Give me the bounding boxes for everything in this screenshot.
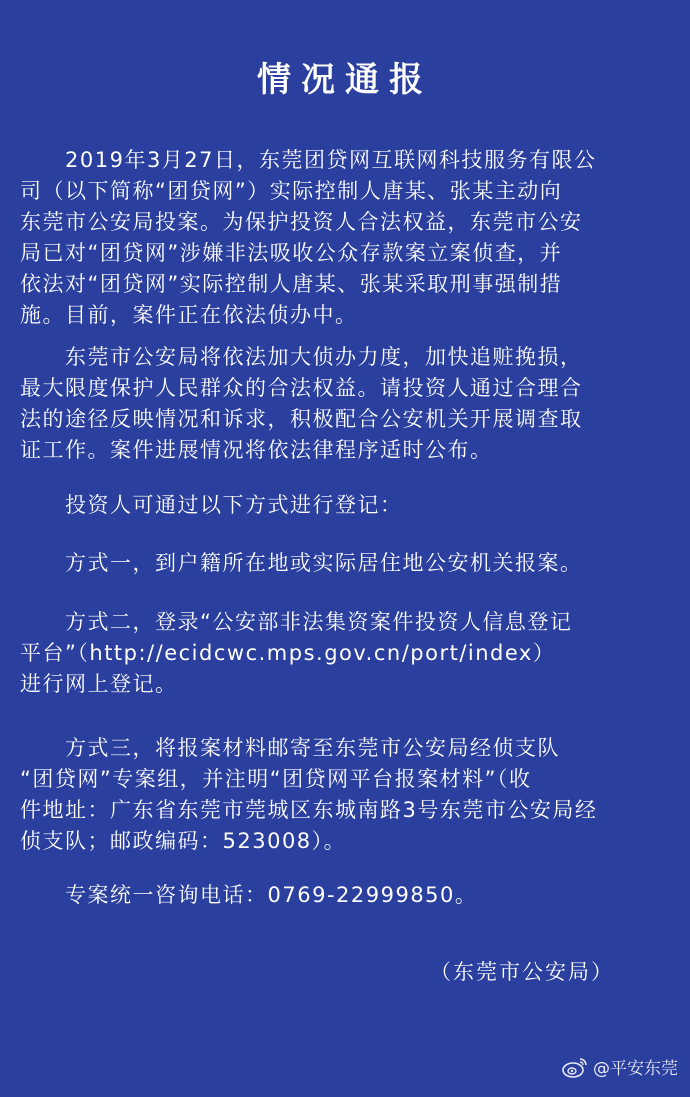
paragraph-method-one: 方式一，到户籍所在地或实际居住地公安机关报案。 — [20, 551, 583, 575]
weibo-icon — [561, 1056, 589, 1078]
paragraph-hotline: 专案统一咨询电话：0769-22999850。 — [20, 883, 478, 907]
paragraph-registration-intro: 投资人可通过以下方式进行登记： — [20, 493, 403, 517]
weibo-watermark — [561, 1054, 678, 1079]
signature: （东莞市公安局） — [430, 960, 614, 984]
paragraph-method-two: 方式二，登录“公安部非法集资案件投资人信息登记 平台”（http://ecidcwc.mps.gov.cn/port/index） 进行网上登记。 — [20, 610, 573, 696]
watermark-text: @平安东莞 — [593, 1059, 678, 1079]
paragraph-investigation: 东莞市公安局将依法加大侦办力度，加快追赃挽损， 最大限度保护人民群众的合法权益。请投资人通过合理合 法的途径反映情况和诉求，积极配合公安机关开展调查取 证工作。案件进展情况将依法律程序适时公布。 — [20, 345, 583, 462]
paragraph-case-filing: 2019年3月27日，东莞团贷网互联网科技服务有限公 司（以下简称“团贷网”）实际控制人唐某、张某主动向 东莞市公安局投案。为保护投资人合法权益，东莞市公安 局已对“团贷网”涉嫌非法吸收公众存款案立案侦查，并 依法对“团贷网”实际控制人唐某、张某采取刑事强制措 施。目前，案件正在依法侦办中。 — [20, 148, 597, 327]
paragraph-method-three: 方式三，将报案材料邮寄至东莞市公安局经侦支队 “团贷网”专案组，并注明“团贷网平台报案材料”（收 件地址：广东省东莞市莞城区东城南路3号东莞市公安局经 侦支队；邮政编码：523008）。 — [20, 736, 598, 853]
notice-title: 情况通报 — [257, 60, 433, 100]
